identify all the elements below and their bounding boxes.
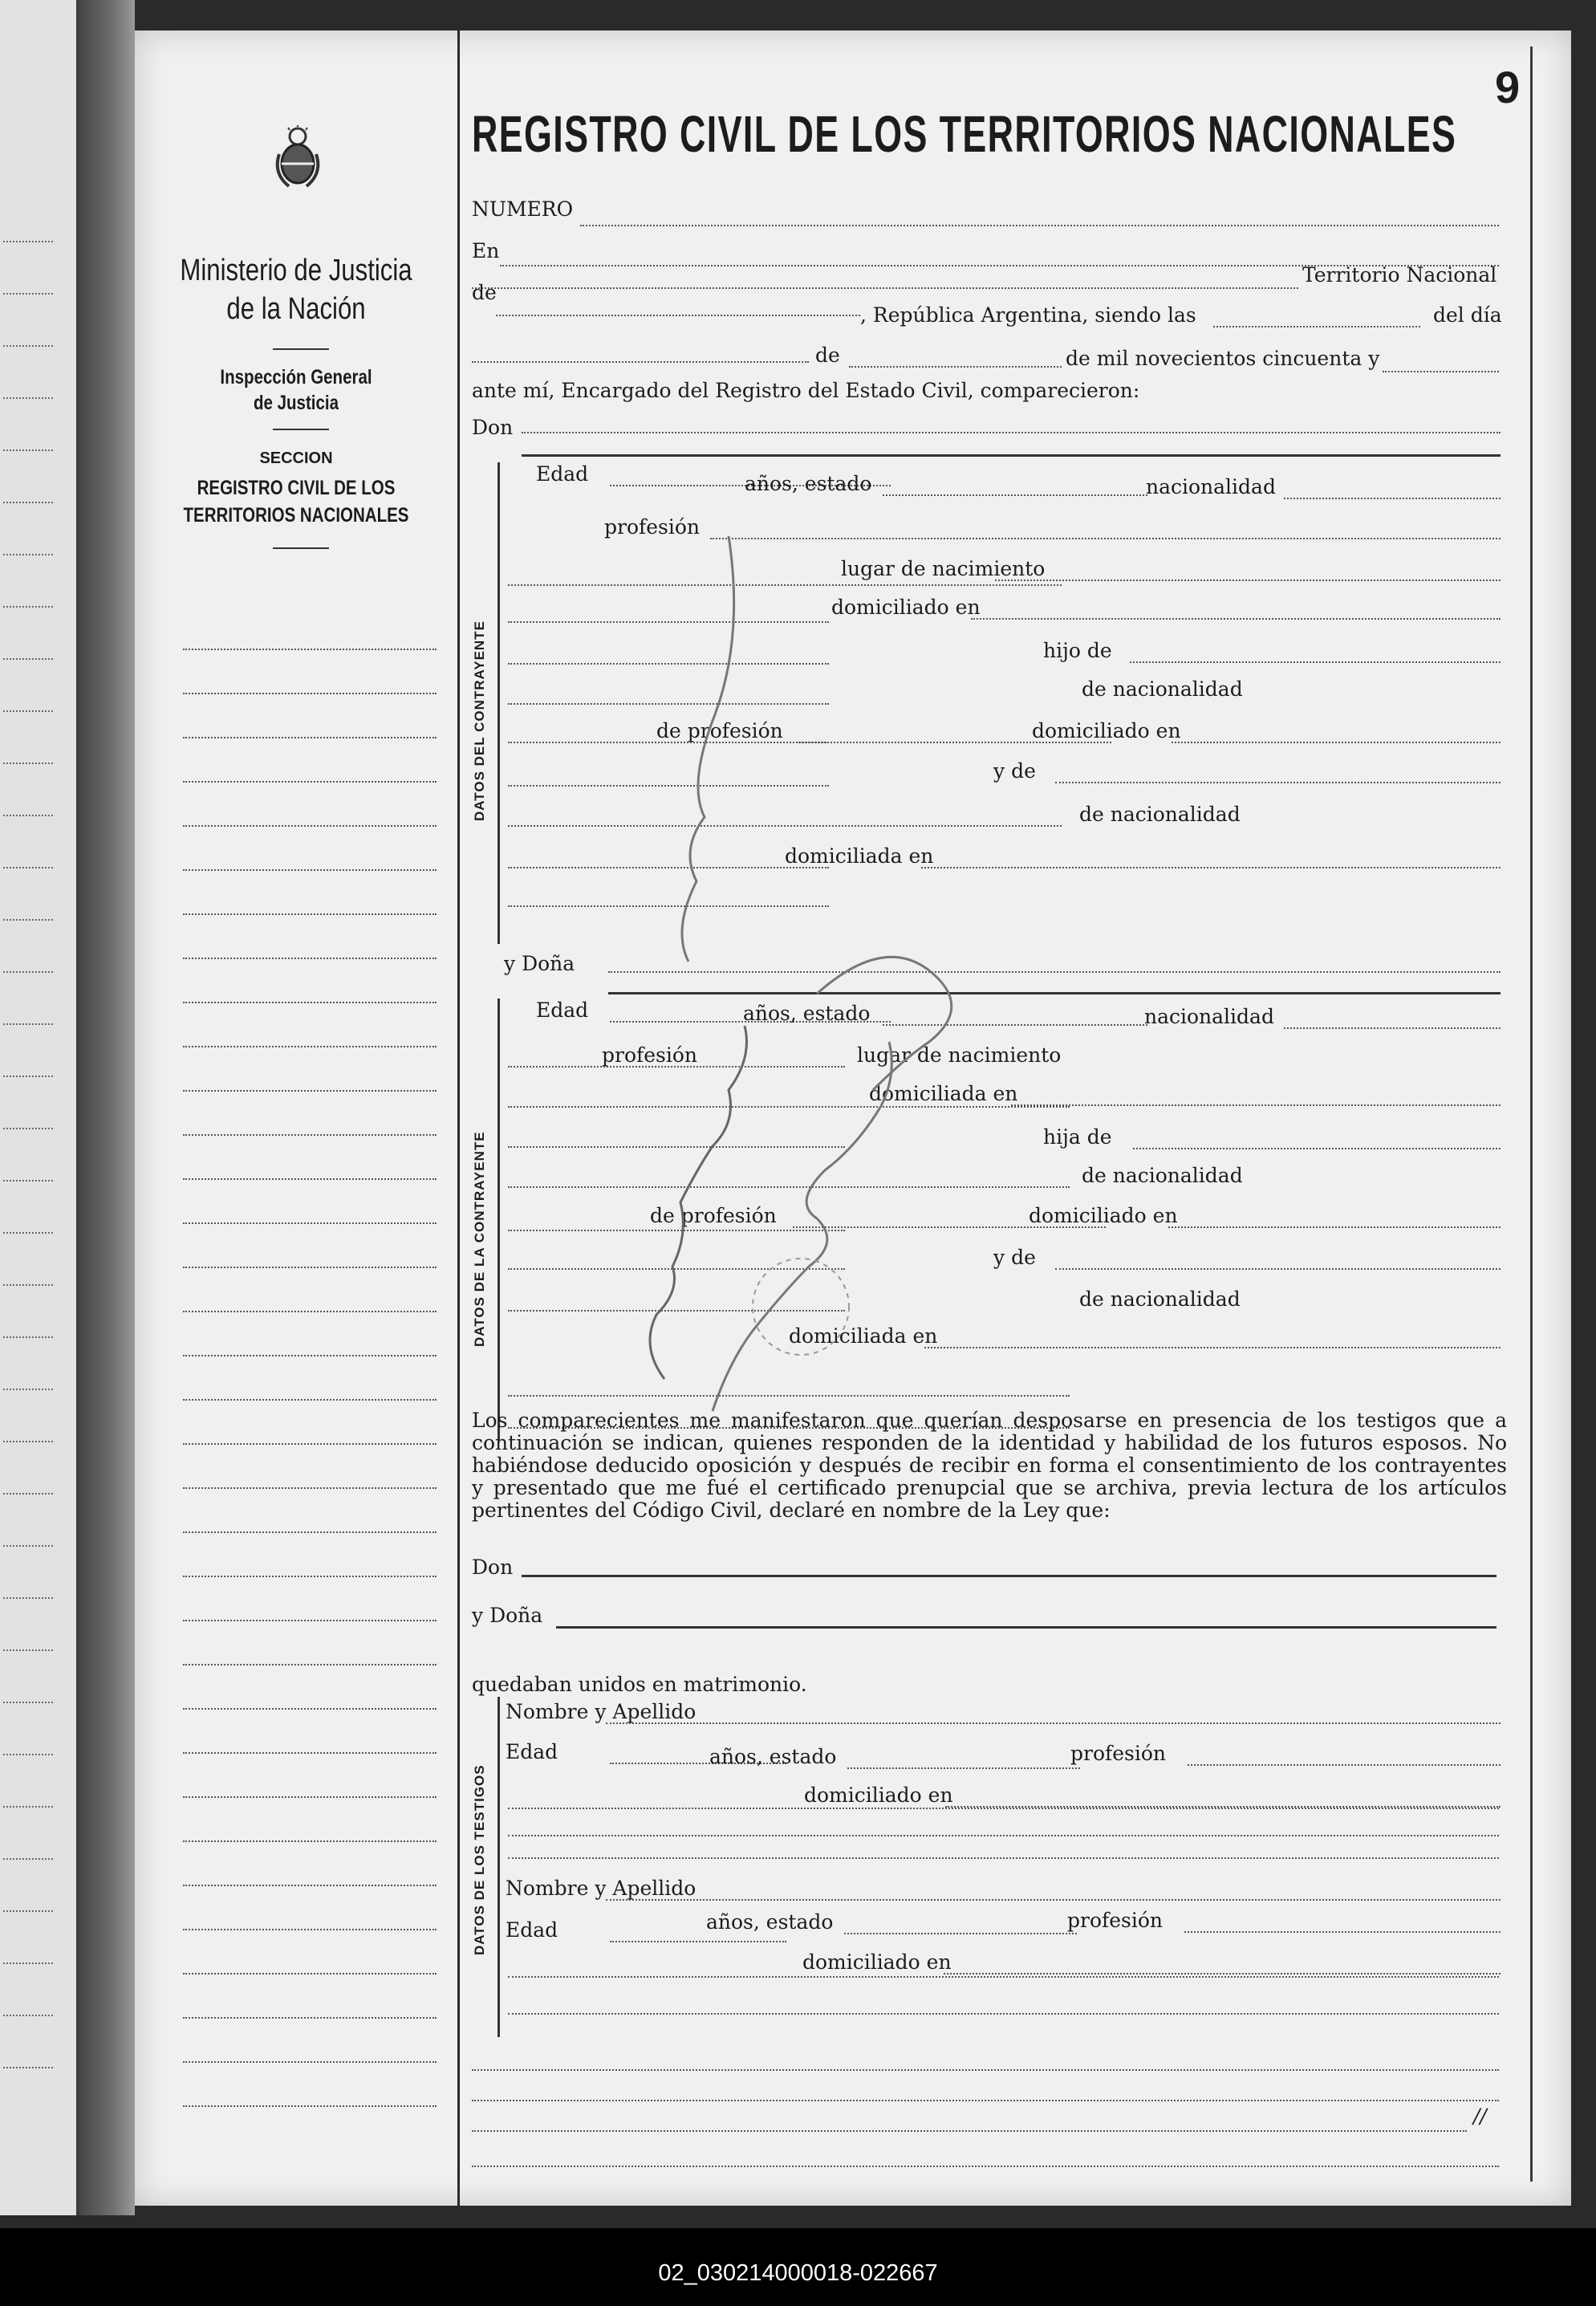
en-label: En — [472, 239, 500, 262]
declaration-paragraph: Los comparecientes me manifestaron que querían desposarse en presencia de los testigos que a continuación se indican, quienes responden de la identidad y habilidad de los futuros esposos. No habiéndose deducido oposición y después de recibir en forma el consentimiento de los contrayentes y presentado que me fué el certificado prenupcial que se archiva, previa lectura de los artículos pertinentes del Código Civil, declaré en nombre de la Ley que: — [472, 1409, 1507, 1522]
bride-de-nacionalidad-label: de nacionalidad — [1079, 1287, 1241, 1311]
ante-mi-label: ante mí, Encargado del Registro del Estado Civil, comparecieron: — [472, 379, 1140, 402]
stub-line[interactable] — [183, 1664, 437, 1665]
witness-nombre-apellido-field[interactable] — [606, 1899, 1501, 1901]
bride-nacionalidad-label: nacionalidad — [1144, 1005, 1274, 1028]
groom-y-de-field[interactable] — [1055, 782, 1501, 783]
bride-y-de-label: y de — [993, 1246, 1036, 1269]
groom-anos-estado-label: años, estado — [745, 472, 872, 495]
mes-field[interactable] — [849, 366, 1062, 368]
inspection-line1: Inspección General — [220, 366, 372, 388]
witness-domiciliado-en-label: domiciliado en — [802, 1950, 952, 1974]
groom-lugar-nacimiento-label: lugar de nacimiento — [841, 557, 1046, 580]
witness-anos-estado-label: años, estado — [709, 1745, 837, 1768]
republica-label: , República Argentina, siendo las — [860, 303, 1196, 327]
witness-line[interactable] — [508, 1808, 1499, 1809]
groom-de-nacionalidad-label: de nacionalidad — [1079, 803, 1241, 826]
stub-line[interactable] — [183, 2017, 437, 2019]
bride-data-label: DATOS DE LA CONTRAYENTE — [472, 1131, 487, 1347]
witness-nombre-apellido-label: Nombre y Apellido — [506, 1877, 696, 1900]
stub-line[interactable] — [183, 1267, 437, 1268]
stub-line[interactable] — [183, 869, 437, 871]
stub-line[interactable] — [183, 1399, 437, 1401]
del-dia-label: del día — [1433, 303, 1502, 327]
scan-footer — [0, 2228, 1596, 2306]
stub-line[interactable] — [183, 825, 437, 827]
stub-line[interactable] — [183, 1796, 437, 1798]
bride-domiciliada-en-label: domiciliada en — [789, 1324, 938, 1348]
hora-field[interactable] — [1213, 326, 1420, 327]
stub-line[interactable] — [183, 2105, 437, 2107]
witness-anos-estado-field[interactable] — [844, 1933, 1077, 1934]
witness-edad-field[interactable] — [610, 1941, 786, 1942]
section-label: SECCION — [259, 449, 333, 467]
bride-edad-label: Edad — [536, 998, 589, 1022]
don-field[interactable] — [522, 432, 1501, 433]
bride-profesion-label: profesión — [602, 1043, 698, 1067]
stub-line[interactable] — [183, 2061, 437, 2063]
ministry-name-line2: de la Nación — [226, 292, 366, 326]
stub-line[interactable] — [183, 1929, 437, 1930]
de-mil-label: de mil novecientos cincuenta y — [1066, 347, 1380, 370]
groom-edad-label: Edad — [536, 462, 589, 486]
stub-line[interactable] — [183, 1222, 437, 1224]
groom-hijo-de-field[interactable] — [1130, 661, 1501, 663]
witness-domiciliado-en-field[interactable] — [944, 1973, 1501, 1975]
witness-line[interactable] — [508, 1976, 1499, 1978]
stub-line[interactable] — [183, 649, 437, 650]
form-title: REGISTRO CIVIL DE LOS TERRITORIOS NACIONALES — [472, 105, 1457, 163]
bride-hija-de-field[interactable] — [1133, 1148, 1501, 1149]
witness-profesion-label: profesión — [1067, 1909, 1163, 1932]
bride-de-profesion-label: de profesión — [650, 1204, 777, 1227]
bride-domiciliada-en-label: domiciliada en — [869, 1082, 1018, 1105]
stub-line[interactable] — [183, 737, 437, 738]
page-number: 9 — [1495, 62, 1521, 112]
de2-label: de — [815, 344, 840, 367]
groom-de-nacionalidad-label: de nacionalidad — [1082, 677, 1243, 701]
witness-line[interactable] — [508, 2013, 1499, 2015]
stub-line[interactable] — [183, 693, 437, 694]
dona-final-field[interactable] — [556, 1626, 1497, 1629]
witnesses-brace — [497, 1697, 500, 2037]
bride-domiciliado-en-field[interactable] — [1168, 1226, 1501, 1228]
don-final-field[interactable] — [522, 1575, 1497, 1577]
stub-line[interactable] — [183, 1487, 437, 1489]
bride-de-nacionalidad-label: de nacionalidad — [1082, 1164, 1243, 1187]
stub-line[interactable] — [183, 1708, 437, 1710]
bride-nacionalidad-field[interactable] — [1284, 1027, 1501, 1029]
stub-line[interactable] — [183, 1620, 437, 1621]
witness-profesion-label: profesión — [1070, 1742, 1167, 1765]
witness-nombre-apellido-field[interactable] — [606, 1722, 1501, 1724]
stub-line[interactable] — [183, 1178, 437, 1180]
witness-domiciliado-en-label: domiciliado en — [804, 1783, 953, 1807]
groom-y-de-label: y de — [993, 759, 1036, 783]
stub-line[interactable] — [183, 1046, 437, 1047]
witness-line[interactable] — [508, 1835, 1499, 1836]
y-dona-final-label: y Doña — [472, 1604, 543, 1627]
witness-anos-estado-label: años, estado — [706, 1910, 834, 1934]
bride-anos-estado-label: años, estado — [743, 1002, 871, 1025]
groom-nacionalidad-field[interactable] — [1284, 498, 1501, 499]
witness-profesion-field[interactable] — [1184, 1931, 1501, 1933]
stub-line[interactable] — [183, 1885, 437, 1886]
territorio-label: Territorio Nacional — [1302, 263, 1497, 287]
witness-line[interactable] — [508, 1857, 1499, 1859]
groom-domiciliada-en-label: domiciliada en — [785, 844, 934, 868]
bride-brace — [497, 998, 500, 1440]
end-mark: // — [1473, 2105, 1487, 2128]
ministry-name-line1: Ministerio de Justicia — [180, 254, 412, 287]
section-line2: TERRITORIOS NACIONALES — [183, 504, 409, 527]
groom-domiciliado-en-label: domiciliado en — [1032, 719, 1181, 742]
witness-edad-label: Edad — [506, 1918, 558, 1942]
stub-line[interactable] — [183, 1840, 437, 1842]
groom-data-label: DATOS DEL CONTRAYENTE — [472, 620, 487, 821]
book-gutter — [79, 0, 135, 2215]
dia-field[interactable] — [472, 361, 809, 363]
stub-line[interactable] — [183, 1752, 437, 1754]
groom-profesion-label: profesión — [604, 515, 701, 539]
stub-line[interactable] — [183, 781, 437, 783]
witness-nombre-apellido-label: Nombre y Apellido — [506, 1700, 696, 1723]
marriage-record-form — [472, 31, 1531, 2206]
groom-domiciliado-en-field[interactable] — [1172, 742, 1501, 743]
stub-line[interactable] — [183, 1531, 437, 1533]
de-label: de — [472, 281, 497, 304]
page-stub — [135, 31, 457, 2206]
stub-line[interactable] — [183, 1090, 437, 1092]
coat-of-arms-icon — [273, 125, 323, 189]
scan-id: 02_030214000018-022667 — [658, 2260, 938, 2286]
witness-edad-label: Edad — [506, 1740, 558, 1763]
bride-y-de-field[interactable] — [1055, 1268, 1501, 1270]
previous-page-edge — [0, 0, 79, 2215]
stub-line[interactable] — [183, 1443, 437, 1445]
section-line1: REGISTRO CIVIL DE LOS — [197, 477, 396, 499]
stub-line[interactable] — [183, 1002, 437, 1003]
stub-line[interactable] — [183, 958, 437, 959]
groom-nacionalidad-label: nacionalidad — [1146, 475, 1276, 498]
groom-de-profesion-label: de profesión — [656, 719, 783, 742]
lugar-field[interactable] — [496, 315, 860, 316]
y-dona-label: y Doña — [504, 952, 575, 975]
bride-domiciliado-en-label: domiciliado en — [1029, 1204, 1178, 1227]
bride-hija-de-label: hija de — [1043, 1125, 1112, 1149]
stub-line[interactable] — [183, 1311, 437, 1312]
witnesses-data-label: DATOS DE LOS TESTIGOS — [472, 1764, 487, 1955]
handwritten-signatures — [552, 480, 1114, 1419]
witness-profesion-field[interactable] — [1188, 1764, 1501, 1766]
stub-line[interactable] — [183, 1355, 437, 1356]
register-page — [135, 31, 1571, 2206]
stub-line[interactable] — [183, 913, 437, 915]
quedaban-text: quedaban unidos en matrimonio. — [472, 1673, 807, 1696]
inspection-line2: de Justicia — [254, 392, 339, 414]
groom-domiciliado-en-label: domiciliado en — [831, 596, 981, 619]
numero-label: NUMERO — [472, 197, 574, 221]
groom-brace — [497, 462, 500, 944]
territorio-field[interactable] — [472, 287, 1298, 289]
groom-hijo-de-label: hijo de — [1043, 639, 1112, 662]
numero-field[interactable] — [580, 225, 1499, 226]
stub-line[interactable] — [183, 1134, 437, 1136]
stub-line[interactable] — [183, 1973, 437, 1975]
don-label: Don — [472, 416, 514, 439]
witness-anos-estado-field[interactable] — [847, 1767, 1080, 1769]
bride-lugar-nacimiento-label: lugar de nacimiento — [857, 1043, 1062, 1067]
anio-field[interactable] — [1383, 371, 1499, 372]
don-final-label: Don — [472, 1556, 514, 1579]
stub-separator — [457, 31, 460, 2206]
stub-line[interactable] — [183, 1576, 437, 1577]
